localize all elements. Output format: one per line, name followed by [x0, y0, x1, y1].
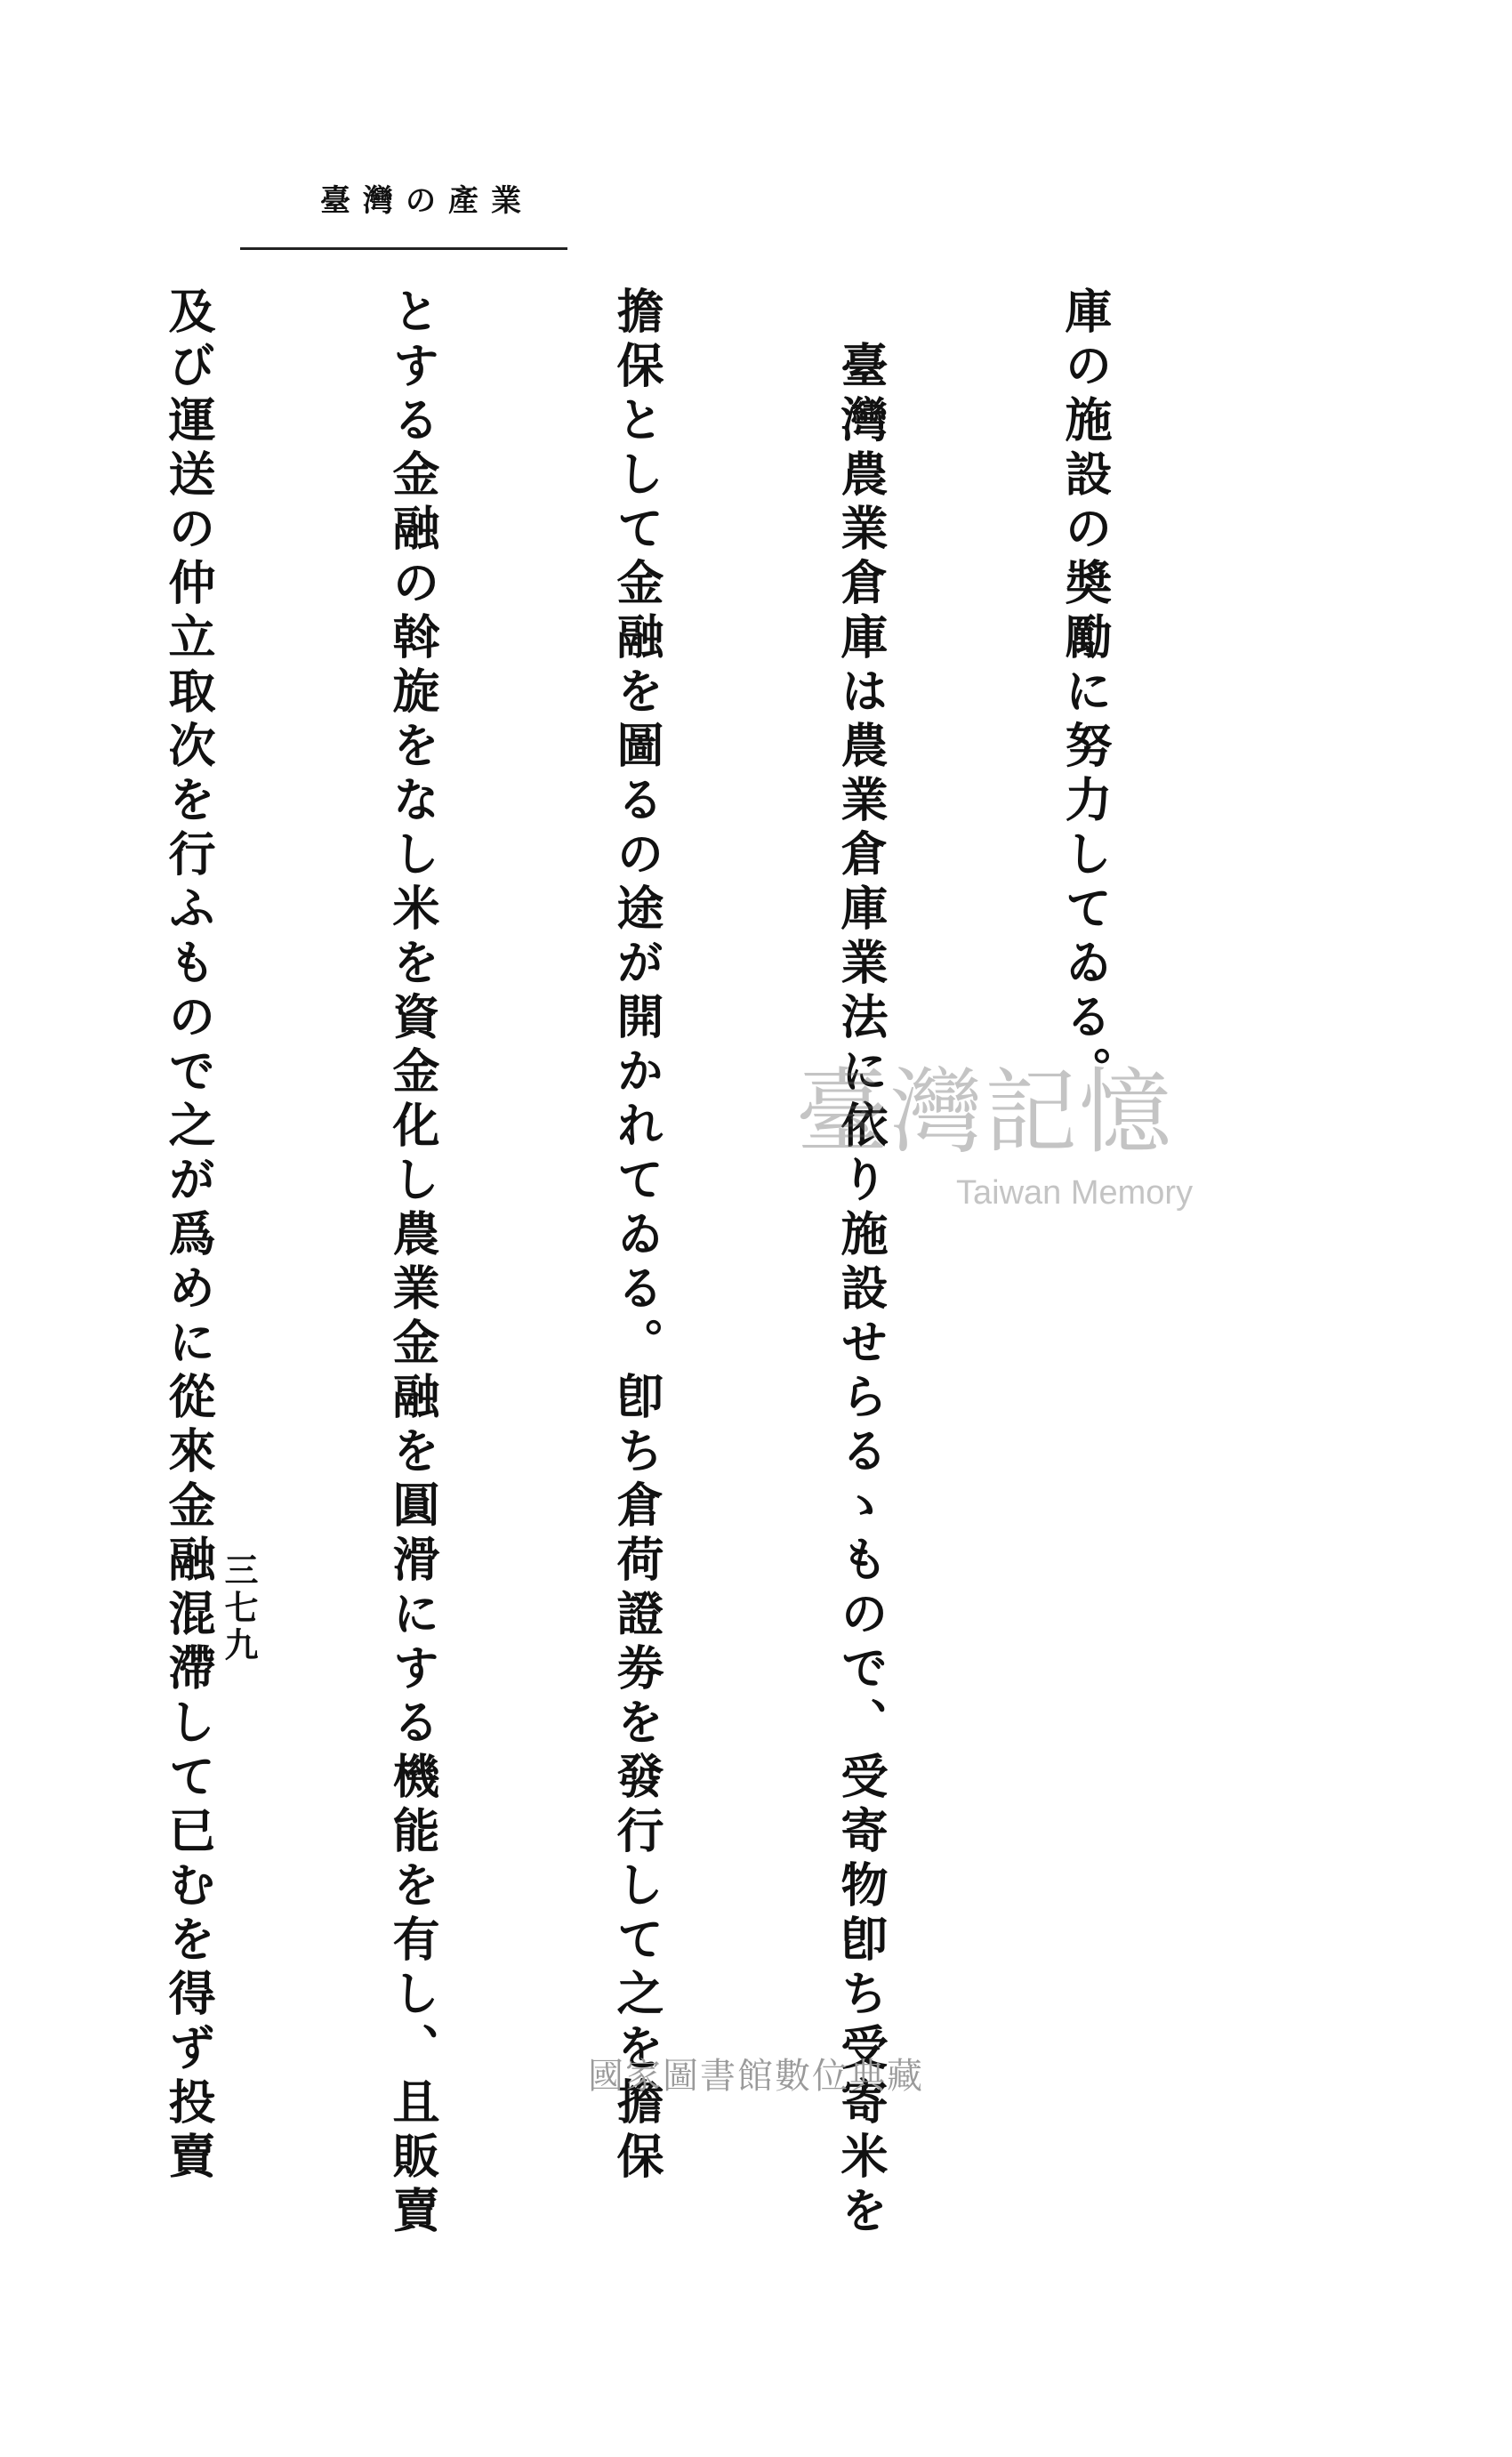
page-running-header: 臺灣の產業 — [320, 183, 534, 219]
text-column — [0, 286, 2, 2003]
text-column: 臺灣農業倉庫は農業倉庫業法に依り施設せらるゝもので、受寄物卽ち受寄米を — [833, 286, 889, 2240]
header-divider — [240, 247, 567, 250]
text-column: 及び運送の仲立取次を行ふもので之が爲めに從來金融混滯して已むを得ず投賣 — [161, 286, 216, 2186]
watermark-caption: Taiwan Memory — [956, 1174, 1194, 1212]
text-column: 庫の施設の奬勵に努力してゐる。 — [1058, 286, 1113, 1100]
watermark-logo-text: 臺灣記憶 — [796, 1058, 1174, 1166]
page-number: 三七九 — [219, 1552, 259, 1664]
text-column: とする金融の斡旋をなし米を資金化し農業金融を圓滑にする機能を有し、且販賣 — [385, 286, 440, 2240]
text-column: 擔保として金融を圖るの途が開かれてゐる。卽ち倉荷證劵を發行して之を擔保 — [609, 286, 664, 2186]
footer-credit: 國家圖書館數位典藏 — [588, 2056, 924, 2097]
